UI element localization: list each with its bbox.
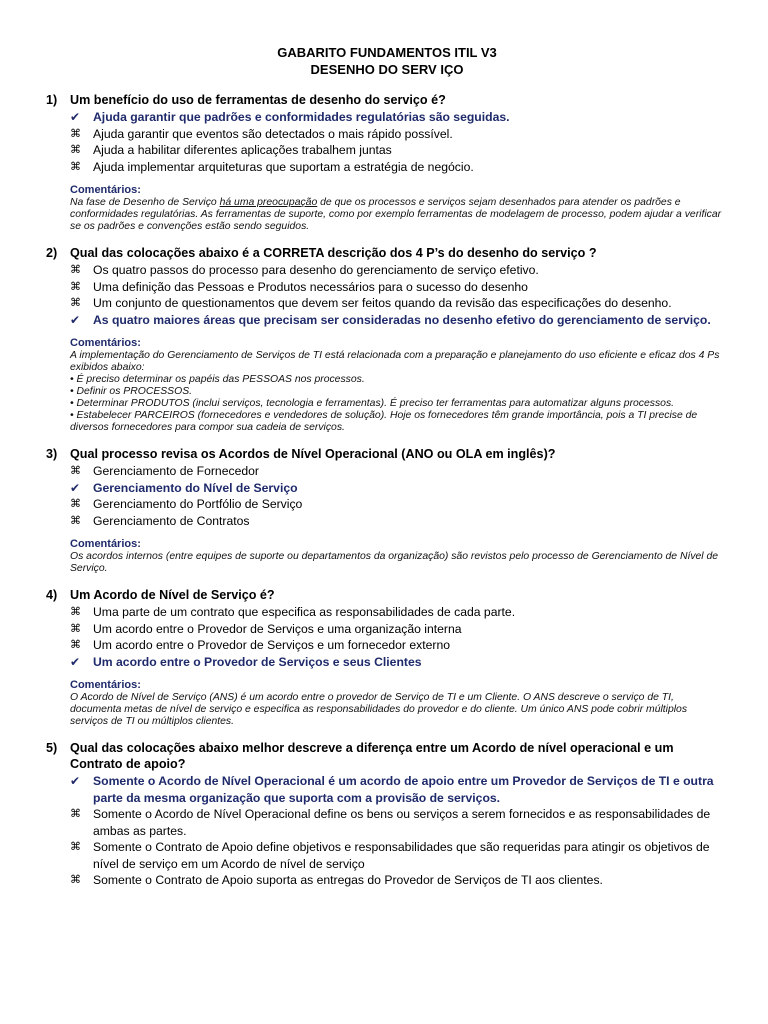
question-text: Qual das colocações abaixo melhor descreve a diferença entre um Acordo de nível operacional e um Contrato de apoio? (70, 741, 674, 771)
question-heading (46, 587, 728, 603)
check-icon: ✔ (70, 312, 81, 327)
question-2 (46, 245, 728, 434)
cross-mark-icon: ⌘ (70, 605, 81, 618)
option-correct (70, 480, 728, 497)
question-text: Um Acordo de Nível de Serviço é? (70, 588, 275, 602)
option-text: Somente o Contrato de Apoio define objetivos e responsabilidades que são requeridas para atingir os objetivos de nível de serviço em um Acordo de nível de serviço (93, 840, 710, 871)
option-list (70, 773, 728, 889)
question-5 (46, 740, 728, 889)
question-heading (46, 92, 728, 108)
cross-mark-icon: ⌘ (70, 621, 81, 635)
comment-text-segment: de que os processos e serviços sejam desenhados para atender os padrões e conformidades regulatórias. As ferramentas de suporte, como por exemplo ferramentas de modelagem de processo, podem ajudar a verificar se os padrões e convenções estão sendo seguidos. (70, 197, 722, 232)
comment-text (70, 692, 728, 728)
option-text: Somente o Acordo de Nível Operacional define os bens ou serviços a serem fornecidos e as responsabilidades de ambas as partes. (93, 807, 711, 838)
comment-block (70, 679, 728, 728)
check-icon: ✔ (70, 480, 81, 495)
question-list (46, 92, 728, 889)
cross-mark-icon: ⌘ (70, 263, 81, 276)
question-number: 4) (46, 588, 58, 602)
option-incorrect (70, 604, 728, 621)
check-icon: ✔ (70, 110, 81, 124)
option-text: Ajuda a habilitar diferentes aplicações trabalhem juntas (93, 143, 392, 157)
option-text: As quatro maiores áreas que precisam ser consideradas no desenho efetivo do gerenciamento de serviço. (93, 312, 711, 327)
cross-mark-icon: ⌘ (70, 873, 81, 886)
comment-line (70, 692, 728, 728)
comment-text-segment: • Definir os PROCESSOS. (70, 386, 193, 397)
option-text: Somente o Acordo de Nível Operacional é um acordo de apoio entre um Provedor de Serviços de TI e outra parte da mesma organização que suporta com a provisão de serviços. (93, 774, 714, 805)
option-list (70, 262, 728, 328)
option-text: Ajuda garantir que eventos são detectados o mais rápido possível. (93, 126, 453, 141)
cross-mark-icon: ⌘ (70, 807, 81, 820)
comment-text-segment: O Acordo de Nível de Serviço (ANS) é um acordo entre o provedor de Serviço de TI e um Cliente. O ANS descreve o serviço de TI, documenta metas de nível de serviço e especifica as responsabilidades do provedor e do cliente. Um único ANS pode cobrir múltiplos serviços de TI ou múltiplos clientes. (70, 692, 688, 727)
question-heading (46, 245, 728, 261)
comment-text-segment: Os acordos internos (entre equipes de suporte ou departamentos da organização) são revistos pelo processo de Gerenciamento de Nível de Serviço. (70, 551, 719, 574)
question-text: Qual processo revisa os Acordos de Nível Operacional (ANO ou OLA em inglês)? (70, 447, 556, 461)
comment-line (70, 551, 728, 575)
question-text: Qual das colocações abaixo é a CORRETA descrição dos 4 P’s do desenho do serviço ? (70, 246, 597, 260)
cross-mark-icon: ⌘ (70, 513, 81, 527)
option-text: Ajuda garantir que padrões e conformidades regulatórias são seguidas. (93, 110, 510, 124)
question-3 (46, 446, 728, 575)
option-list (70, 463, 728, 529)
comment-text-segment: • Estabelecer PARCEIROS (fornecedores e vendedores de solução). Hoje os fornecedores têm grande importância, pois a TI precise de diversos fornecedores para compor sua cadeia de serviços. (70, 410, 698, 433)
comment-underlined-text: há uma preocupação (219, 197, 318, 208)
check-icon: ✔ (70, 654, 81, 669)
option-text: Uma parte de um contrato que especifica as responsabilidades de cada parte. (93, 605, 516, 619)
comment-text-segment: A implementação do Gerenciamento de Serviços de TI está relacionada com a preparação e planejamento do uso eficiente e eficaz dos 4 Ps exibidos abaixo: (70, 350, 720, 373)
option-incorrect (70, 295, 728, 312)
option-incorrect (70, 496, 728, 513)
comment-label: Comentários: (70, 337, 141, 349)
question-4 (46, 587, 728, 728)
question-number: 2) (46, 246, 58, 260)
option-incorrect (70, 279, 728, 296)
check-icon: ✔ (70, 774, 81, 788)
comment-block (70, 337, 728, 434)
comment-line (70, 410, 728, 434)
cross-mark-icon: ⌘ (70, 840, 81, 853)
option-text: Gerenciamento do Nível de Serviço (93, 480, 298, 495)
option-incorrect (70, 262, 728, 279)
cross-mark-icon: ⌘ (70, 126, 81, 140)
question-text: Um benefício do uso de ferramentas de desenho do serviço é? (70, 93, 446, 107)
option-text: Um acordo entre o Provedor de Serviços e uma organização interna (93, 621, 462, 636)
option-incorrect (70, 142, 728, 159)
option-correct (70, 312, 728, 329)
option-incorrect (70, 513, 728, 530)
question-number: 1) (46, 93, 58, 107)
option-text: Somente o Contrato de Apoio suporta as entregas do Provedor de Serviços de TI aos clientes. (93, 873, 603, 887)
option-incorrect (70, 159, 728, 176)
option-list (70, 109, 728, 175)
comment-line (70, 398, 728, 410)
comment-text (70, 197, 728, 233)
option-incorrect (70, 806, 728, 839)
comment-label: Comentários: (70, 538, 141, 550)
option-text: Gerenciamento de Contratos (93, 513, 250, 528)
comment-block (70, 538, 728, 575)
option-incorrect (70, 637, 728, 654)
option-text: Uma definição das Pessoas e Produtos necessários para o sucesso do desenho (93, 279, 528, 294)
option-text: Um acordo entre o Provedor de Serviços e seus Clientes (93, 654, 422, 669)
question-number: 5) (46, 741, 58, 755)
question-heading (46, 740, 728, 772)
title-line-1: GABARITO FUNDAMENTOS ITIL V3 (277, 45, 497, 60)
comment-block (70, 184, 728, 233)
option-correct (70, 654, 728, 671)
option-incorrect (70, 463, 728, 480)
option-list (70, 604, 728, 670)
title-line-2: DESENHO DO SERV IÇO (310, 62, 464, 77)
option-incorrect (70, 126, 728, 143)
comment-label: Comentários: (70, 679, 141, 691)
option-text: Um acordo entre o Provedor de Serviços e um fornecedor externo (93, 638, 451, 652)
option-text: Gerenciamento do Portfólio de Serviço (93, 497, 303, 511)
cross-mark-icon: ⌘ (70, 143, 81, 156)
comment-text (70, 350, 728, 434)
option-text: Um conjunto de questionamentos que devem ser feitos quando da revisão das especificações do desenho. (93, 296, 672, 310)
option-text: Ajuda implementar arquiteturas que suportam a estratégia de negócio. (93, 159, 474, 174)
question-heading (46, 446, 728, 462)
cross-mark-icon: ⌘ (70, 464, 81, 477)
cross-mark-icon: ⌘ (70, 159, 81, 173)
question-1 (46, 92, 728, 233)
cross-mark-icon: ⌘ (70, 279, 81, 293)
comment-text-segment: • Determinar PRODUTOS (inclui serviços, tecnologia e ferramentas). É preciso ter ferramentas para automatizar alguns processos. (70, 398, 675, 409)
comment-text (70, 551, 728, 575)
cross-mark-icon: ⌘ (70, 638, 81, 651)
option-incorrect (70, 839, 728, 872)
document-title (46, 44, 728, 78)
comment-line (70, 386, 728, 398)
comment-text-segment: • É preciso determinar os papéis das PESSOAS nos processos. (70, 374, 365, 385)
option-incorrect (70, 872, 728, 889)
option-text: Gerenciamento de Fornecedor (93, 464, 259, 478)
option-correct (70, 109, 728, 126)
comment-line (70, 350, 728, 374)
cross-mark-icon: ⌘ (70, 296, 81, 309)
option-correct (70, 773, 728, 806)
comment-label: Comentários: (70, 184, 141, 196)
comment-line (70, 197, 728, 233)
question-number: 3) (46, 447, 58, 461)
cross-mark-icon: ⌘ (70, 497, 81, 510)
option-text: Os quatro passos do processo para desenho do gerenciamento de serviço efetivo. (93, 263, 539, 277)
comment-text-segment: Na fase de Desenho de Serviço (70, 197, 220, 208)
option-incorrect (70, 621, 728, 638)
comment-line (70, 374, 728, 386)
